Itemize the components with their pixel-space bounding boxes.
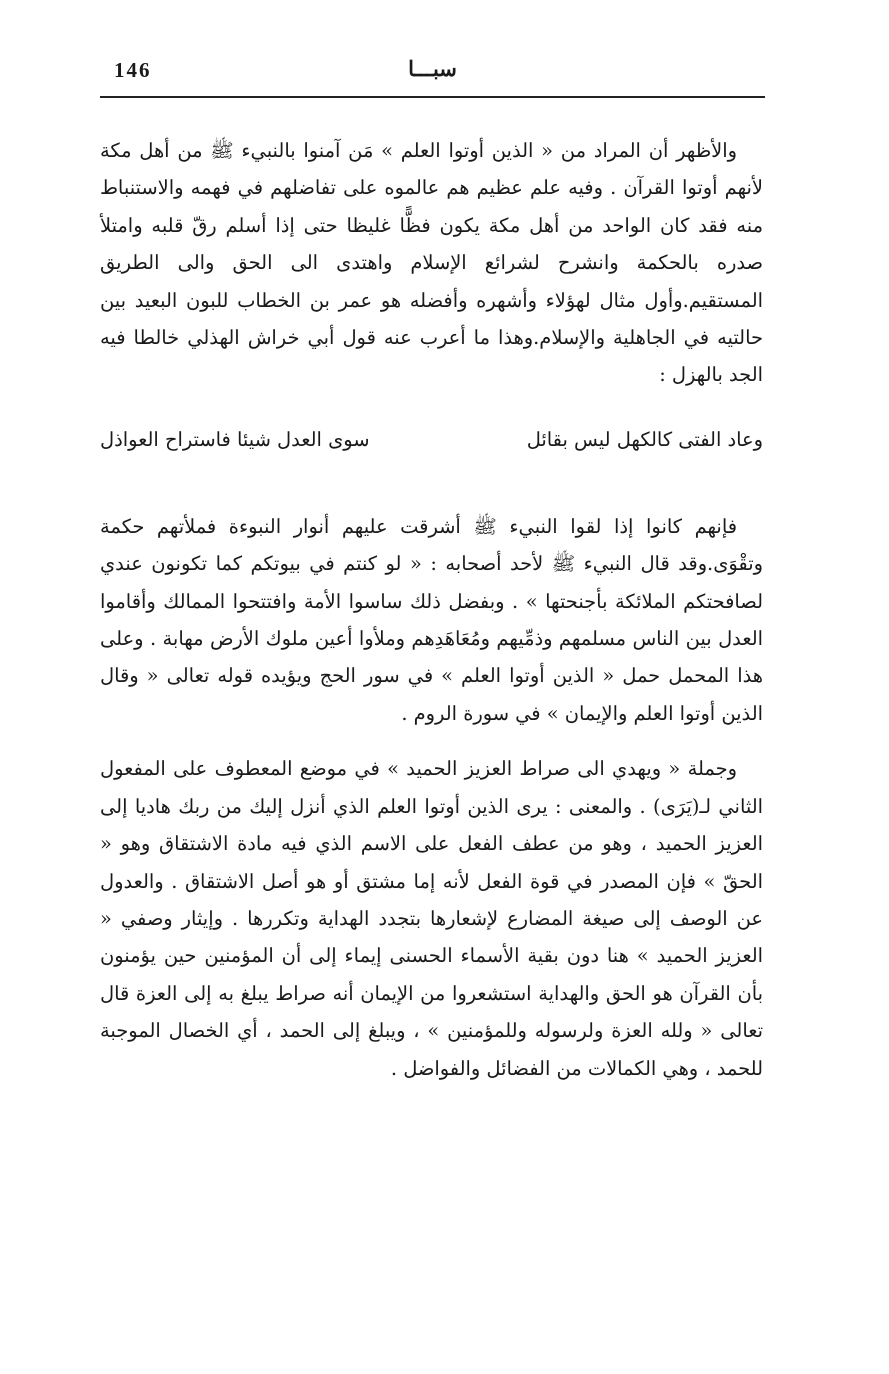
page-body	[100, 132, 763, 1087]
paragraph-spacer	[100, 732, 763, 750]
page-header	[100, 56, 765, 98]
paragraph-1: والأظهر أن المراد من « الذين أوتوا العلم » مَن آمنوا بالنبيء ﷺ من أهل مكة لأنهم أوتوا القرآن . وفيه علم عظيم هم عالموه على تفاضلهم في فهمه والاستنباط منه فقد كان الواحد من أهل مكة يكون فظًّا غليظا حتى إذا أسلم رقّ قلبه وامتلأ صدره بالحكمة وانشرح لشرائع الإسلام واهتدى الى الحق والى الطريق المستقيم.وأول مثال لهؤلاء وأشهره وأفضله هو عمر بن الخطاب للبون البعيد بين حالتيه في الجاهلية والإسلام.وهذا ما أعرب عنه قول أبي خراش الهذلي خالطا فيه الجد بالهزل :	[100, 139, 763, 387]
surah-title: سبـــا	[408, 56, 457, 81]
verse-second-hemistich: سوى العدل شيئا فاستراح العواذل	[100, 427, 370, 451]
poetry-verse	[100, 420, 763, 460]
page-number: 146	[114, 58, 152, 82]
paragraph-3: وجملة « ويهدي الى صراط العزيز الحميد » في موضع المعطوف على المفعول الثاني لـ(يَرَى) . والمعنى : يرى الذين أوتوا العلم الذي أنزل إليك من ربك هاديا إلى العزيز الحميد ، وهو من عطف الفعل على الاسم الذي فيه مادة الاشتقاق وهو « الحقّ » فإن المصدر في قوة الفعل لأنه إما مشتق أو هو أصل الاشتقاق . والعدول عن الوصف إلى صيغة المضارع لإشعارها بتجدد الهداية وتكررها . وإيثار وصفي « العزيز الحميد » هنا دون بقية الأسماء الحسنى إيماء إلى أن المؤمنين حين يؤمنون بأن القرآن هو الحق والهداية استشعروا من الإيمان أنه صراط يبلغ به إلى العزة قال تعالى « ولله العزة ولرسوله وللمؤمنين » ، ويبلغ إلى الحمد ، أي الخصال الموجبة للحمد ، وهي الكمالات من الفضائل والفواضل .	[100, 757, 763, 1080]
verse-first-hemistich: وعاد الفتى كالكهل ليس بقائل	[526, 427, 763, 451]
paragraph-2: فإنهم كانوا إذا لقوا النبيء ﷺ أشرقت عليهم أنوار النبوءة فملأتهم حكمة وتقْوَى.وقد قال النبيء ﷺ لأحد أصحابه : « لو كنتم في بيوتكم كما تكونون عندي لصافحتكم الملائكة بأجنحتها » . وبفضل ذلك ساسوا الأمة وافتتحوا الممالك وأقاموا العدل بين الناس مسلمهم وذمِّيهم ومُعَاهَدِهم وملأوا أعين ملوك الأرض مهابة . وعلى هذا المحمل حمل « الذين أوتوا العلم » في سور الحج ويؤيده قوله تعالى « وقال الذين أوتوا العلم والإيمان » في سورة الروم .	[100, 514, 763, 725]
